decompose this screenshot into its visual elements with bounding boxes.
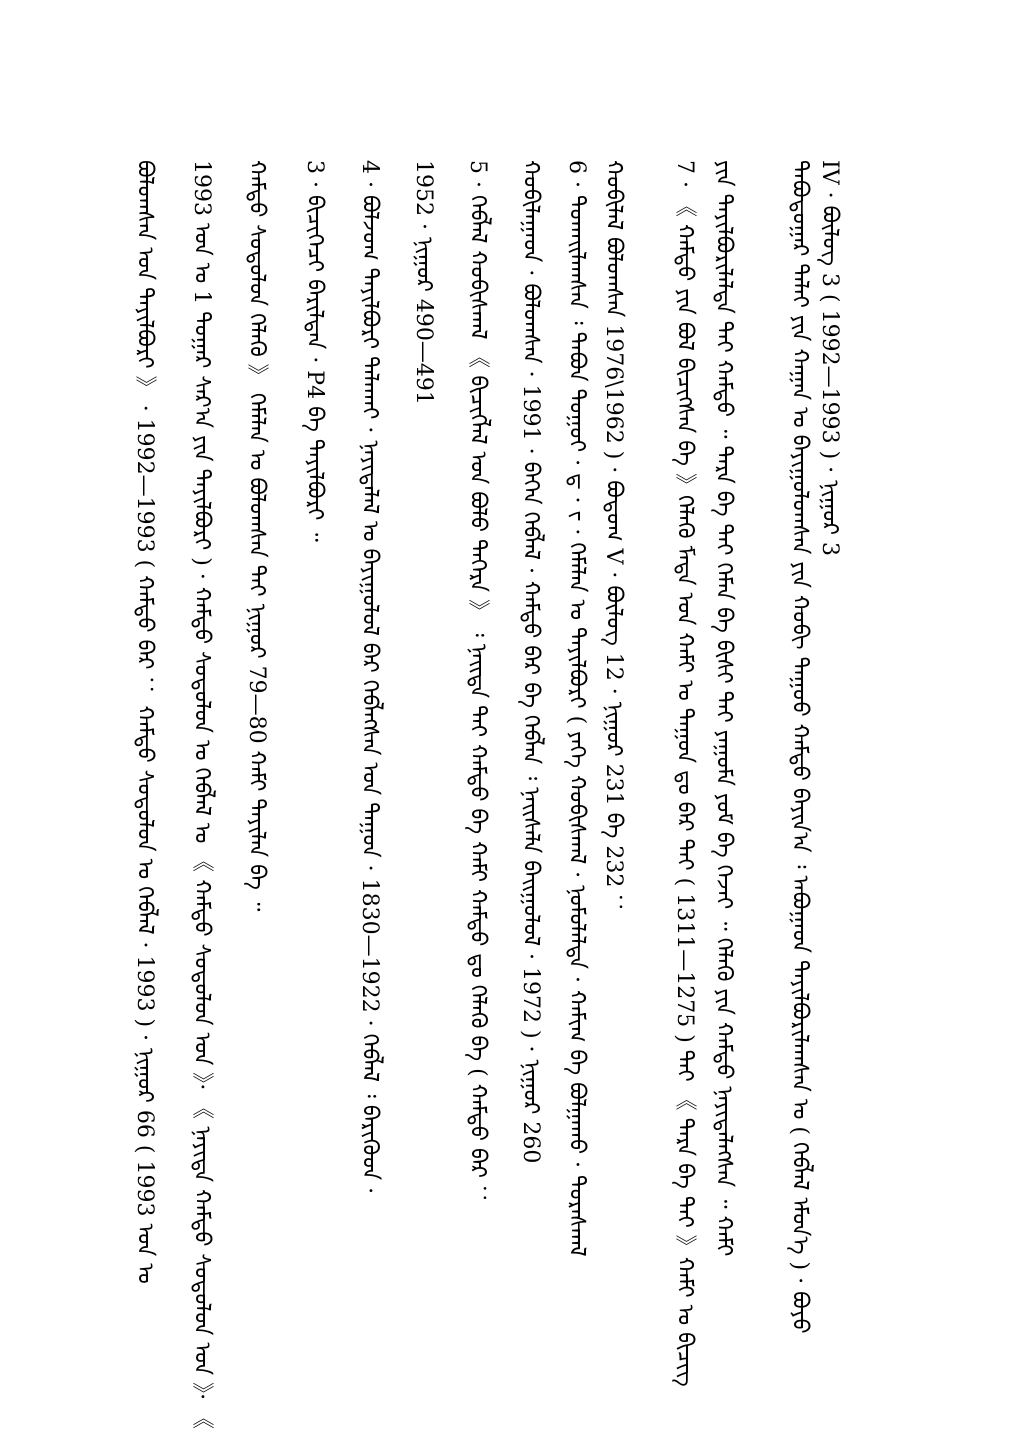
text-line-2: ᠲᠠᠪᠤᠳᠤᠭᠠᠷ ᠳᠠᠯᠠᠢ ᠶᠢᠨ ᠬᠠᠭᠠᠨ ᠤ ᠪᠠᠶᠢᠭᠤᠯᠤᠭᠰᠠᠨ ᠶᠢᠨ ᠬᠤᠪᠢ ᠳᠠᠭᠤᠤ ᠬᠠᠮᠲᠤ ᠪᠠᠶᠢᠨ᠎ᠠ ᠄ ᠠᠪᠤᠭᠠᠳ ᠲᠠᠶᠢᠯᠪᠤᠷᠢᠯᠠᠭᠰᠠᠨ ᠤ ( ᠬᠡᠪᠯᠡᠯ ᠡᠮᠦᠨ᠎ᠡ ) · ᠪᠤᠶᠤ	[787, 160, 812, 1334]
text-line-11: 3 · ᠪᠢᠴᠢᠭᠡᠴᠢ ᠪᠠᠷᠢᠯᠲᠠᠨ · P4 ᠪᠠ ᠲᠠᠶᠢᠯᠪᠤᠷᠢ ᠃	[302, 160, 327, 542]
text-line-7: ᠬᠤᠪᠢᠯᠠᠭᠠᠳ · ᠪᠤᠯᠤᠭᠰᠠᠨ · 1991 · ᠪᠡᠭᠡᠨ ᠬᠡᠪᠯᠡᠯ · ᠬᠠᠮᠲᠤ ᠪᠡᠷ ᠪᠠ ᠬᠡᠪᠯᠡᠨ ᠄ ᠨᠡᠢᠰᠡᠯᠡ ᠪᠠᠢᠭᠤᠯᠤᠯ · 1972 ) · ᠨᠢᠭᠤᠷ 260	[518, 160, 543, 1164]
text-line-10: 4 · ᠪᠤᠯᠵᠤᠭ ᠲᠠᠶᠢᠯᠪᠤᠷᠢ ᠲᠠᠯᠠᠬᠠᠢ · ᠨᠡᠶᠢᠲᠡᠯᠡᠯ ᠤ ᠪᠠᠶᠢᠭᠤᠯᠤᠯ ᠪᠠᠷ ᠬᠡᠪᠯᠡᠭᠰᠡᠨ ᠤᠨ ᠳᠠᠭᠤᠨ · 1830—1922 · ᠬᠡᠪᠯᠡᠯ ᠄ ᠪᠡᠷᠢᠭᠦᠳ ·	[357, 160, 382, 1195]
text-line-5: ᠬᠤᠪᠢᠯᠠᠯ ᠪᠤᠯᠤᠭᠰᠠᠨ 1976\1962 ) · ᠪᠤᠳᠤᠭ V · ᠪᠦᠯᠦᠭ 12 · ᠨᠢᠭᠤᠷ 231 ᠪᠠ 232 ：	[601, 160, 626, 917]
text-line-3: ᠶᠢᠨ ᠲᠠᠶᠢᠯᠪᠤᠷᠢᠯᠠᠯᠲᠠ ᠲᠠᠢ ᠬᠠᠮᠲᠤ ᠃ ᠲᠡᠷᠡ ᠪᠡ ᠲᠠᠢ ᠬᠡᠮᠡᠨ ᠪᠡ ᠪᠢᠰᠢ ᠲᠠᠢ ᠶᠠᠭᠤᠮᠠ ᠶᠤᠮ ᠪᠡ ᠭᠡᠵᠡᠢ ᠃ ᠬᠡᠯᠡᠬᠦ ᠶᠢᠨ ᠬᠠᠮᠲᠤ ᠨᠡᠶᠢᠲᠡᠯᠡᠭᠰᠡᠨ ᠃ ᠬᠠᠮᠢ	[711, 160, 736, 1257]
text-line-13: 1993 ᠣᠨ ᠤ 1 ᠳᠤᠭᠠᠷ ᠰᠠᠷ᠎ᠠ ᠶᠢᠨ ᠲᠠᠶᠢᠯᠪᠤᠷᠢ ) · ᠬᠠᠮᠲᠤ ᠰᠤᠳᠤᠯᠤᠨ ᠤ ᠬᠡᠪᠯᠡᠯ ᠤ 《 ᠬᠠᠮᠲᠤ ᠰᠤᠳᠤᠯᠤᠨ ᠣᠨ 》· 《 ᠨᠡᠶᠢᠲᠡ ᠬᠠᠮᠲᠤ ᠰᠤᠳᠤᠯᠤᠨ ᠣᠨ 》· 《	[189, 160, 214, 1430]
text-line-4: 7 · 《 ᠬᠠᠮᠲᠤ ᠶᠢᠨ ᠪᠤᠯ ᠪᠢᠴᠢᠭᠰᠡᠨ ᠪᠡ 》ᠬᠡᠯᠡᠬᠦ ᠮᠡᠳᠡ ᠣᠨ ᠬᠠᠮᠢ ᠤ ᠳᠠᠭᠤᠨ ᠳᠤ ᠪᠡᠷ ᠲᠠᠢ ( 1311—1275 ) ᠲᠠᠢ 《 ᠲᠡᠷᠡ ᠪᠡ ᠲᠠᠢ 》ᠬᠠᠮᠢ ᠤ ᠪᠢᠴᠢᠭ	[672, 160, 697, 1387]
text-line-1: IV · ᠪᠦᠯᠦᠭ 3 ( 1992—1993 ) · ᠨᠢᠭᠤᠷ 3	[817, 160, 842, 557]
text-line-6: 6 · ᠲᠤᠬᠠᠢᠯᠠᠭᠰᠠᠨ ᠄ ᠲᠠᠪᠤᠨ ᠳᠤᠭᠤᠢ · ᠳ · ᠵ · ᠬᠡᠮᠡᠯᠡᠨ ᠤ ᠲᠠᠶᠢᠯᠪᠤᠷᠢ ( ᠶᠡᠬᠡ ᠬᠤᠪᠢᠰᠬᠠᠯ · ᠨᠣᠮᠤᠯᠠᠯᠲᠠ · ᠬᠠᠮᠢᠭ ᠪᠠ ᠪᠣᠯᠭᠠᠬᠤ · ᠳᠤᠷᠠᠰᠬᠠᠯ	[564, 160, 589, 1257]
text-line-12: ᠬᠠᠮᠲᠤ ᠰᠤᠳᠤᠯᠤᠨ ᠬᠡᠯᠡᠬᠦ 》 ᠬᠡᠮᠡᠯᠡᠨ ᠤ ᠪᠤᠯᠤᠭᠰᠠᠨ ᠲᠠᠢ ᠨᠢᠭᠤᠷ 79—80 ᠬᠠᠮᠢ ᠲᠠᠶᠢᠯᠠᠨ ᠪᠠ ᠃	[244, 160, 269, 912]
text-line-14: ᠪᠤᠯᠤᠭᠰᠠᠨ ᠤᠨ ᠲᠠᠶᠢᠯᠪᠤᠷᠢ 》 · 1992—1993 ( ᠬᠠᠮᠲᠤ ᠪᠡᠷ ： ᠬᠠᠮᠲᠤ ᠰᠤᠳᠤᠯᠤᠨ ᠤ ᠬᠡᠪᠯᠡᠯ · 1993 ) · ᠨᠢᠭᠤᠷ 66 ( 1993 ᠣᠨ ᠤ	[132, 160, 157, 1284]
text-line-9: 1952 · ᠨᠢᠭᠤᠷ 490—491	[411, 160, 436, 405]
text-line-8: 5 · ᠬᠡᠪᠯᠡᠯ ᠬᠤᠪᠢᠰᠬᠠᠯ 《 ᠪᠢᠴᠢᠭᠯᠡᠯ ᠤᠨ ᠪᠤᠯᠤ ᠳᠡᠭᠡᠷᠡ 》 ᠄ ᠨᠡᠢᠳᠡ ᠲᠠᠢ ᠬᠠᠮᠲᠤ ᠪᠠ ᠬᠠᠮᠢ ᠬᠠᠮᠲᠤ ᠳᠤ ᠬᠡᠯᠡᠬᠦ ᠪᠡ ( ᠬᠠᠮᠲᠤ ᠪᠡᠷ ：	[465, 160, 490, 1207]
